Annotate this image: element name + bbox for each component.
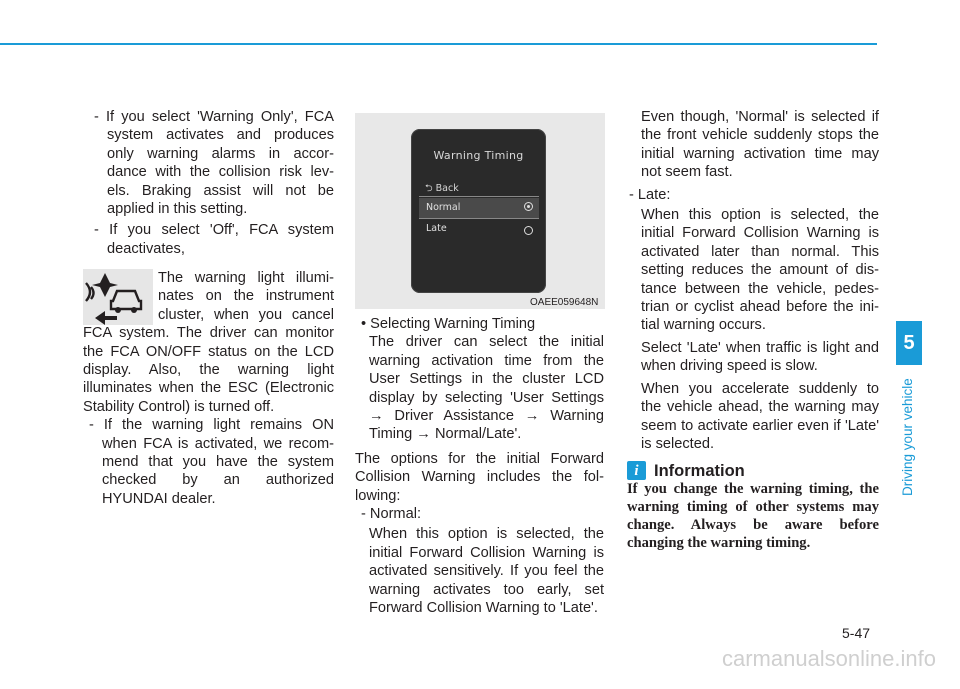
normal-body: When this option is selected, the initial Forward Collision Warning is activated sensitively. If you feel the warning activates too early, set Forward Collision Warning to 'Late'. xyxy=(369,526,604,617)
options-intro: The options for the initial Forward Collision Warning includes the fol-lowing: xyxy=(355,450,604,504)
late-body-2: Select 'Late' when traffic is light and when driving speed is slow. xyxy=(641,339,879,375)
warning-light-paragraph: The warning light illumi-nates on the instrument cluster, when you cancel FCA system. The driver can monitor the FCA ON/OFF status on the LCD display. Also, the warning light illuminates when the ESC (Electronic Stability Control) is turned off. xyxy=(83,270,334,415)
chapter-tab: 5 xyxy=(896,321,922,365)
column-1-lower xyxy=(83,269,334,508)
normal-continued: Even though, 'Normal' is selected if the front vehicle suddenly stops the initial warning activation time may not seem fast. xyxy=(641,109,879,181)
lcd-title: Warning Timing xyxy=(433,149,524,162)
page-number: 5-47 xyxy=(842,625,871,641)
column-3 xyxy=(627,108,879,552)
bullet-body: The driver can select the initial warning activation time from the User Settings in the cluster LCD display by selecting 'User Settings → Driver Assistance → Warning Timing → Normal/Late'. xyxy=(369,334,604,443)
normal-label: - Normal: xyxy=(361,506,421,523)
lcd-back-label: Back xyxy=(435,183,459,194)
lcd-illustration xyxy=(355,113,605,309)
back-arrow-icon: ⮌ xyxy=(425,183,433,194)
chapter-label xyxy=(900,378,920,496)
late-body-3: When you accelerate suddenly to the vehicle ahead, the warning may seem to activate earlier even if 'Late' is selected. xyxy=(641,380,879,452)
information-body: If you change the warning timing, the warning timing of other systems may change. Always be aware before changing the warning timing. xyxy=(627,481,879,552)
lcd-option-label: Normal xyxy=(426,202,461,213)
icon-float-spacer xyxy=(83,269,158,324)
late-body-1: When this option is selected, the initial Forward Collision Warning is activated later than normal. This setting reduces the amount of dis-tance between the vehicle, pedes-trian or cyclist ahead before the ini-tial warning occurs. xyxy=(641,207,879,334)
lcd-option-late xyxy=(419,219,539,239)
information-heading xyxy=(627,461,879,480)
bullet-off: - If you select 'Off', FCA system deactivates, xyxy=(94,222,334,257)
column-1 xyxy=(88,108,334,258)
header-rule xyxy=(0,43,877,45)
late-label: - Late: xyxy=(629,186,671,203)
bullet-warning-only: - If you select 'Warning Only', FCA system activates and produces only warning alarms in accor-dance with the collision risk lev-els. Braking assist will not be applied in this setting. xyxy=(94,109,334,218)
watermark: carmanualsonline.info xyxy=(721,646,936,671)
info-icon: i xyxy=(627,461,646,480)
information-title: Information xyxy=(654,461,745,480)
bullet-warning-light-on: - If the warning light remains ON when FCA is activated, we recom-mend that you have the system checked by an authorized HYUNDAI dealer. xyxy=(89,417,334,507)
radio-selected-icon xyxy=(524,202,533,211)
lcd-option-normal xyxy=(419,198,539,218)
lcd-option-label: Late xyxy=(426,223,447,234)
image-code: OAEE059648N xyxy=(530,297,599,308)
lcd-back-item xyxy=(425,181,459,197)
bullet-heading: • Selecting Warning Timing xyxy=(361,316,536,332)
cluster-lcd-display xyxy=(411,129,546,293)
lcd-divider xyxy=(419,196,539,197)
column-2 xyxy=(355,315,604,618)
chapter-label-text: Driving your vehicle xyxy=(900,378,915,496)
radio-unselected-icon xyxy=(524,226,533,235)
